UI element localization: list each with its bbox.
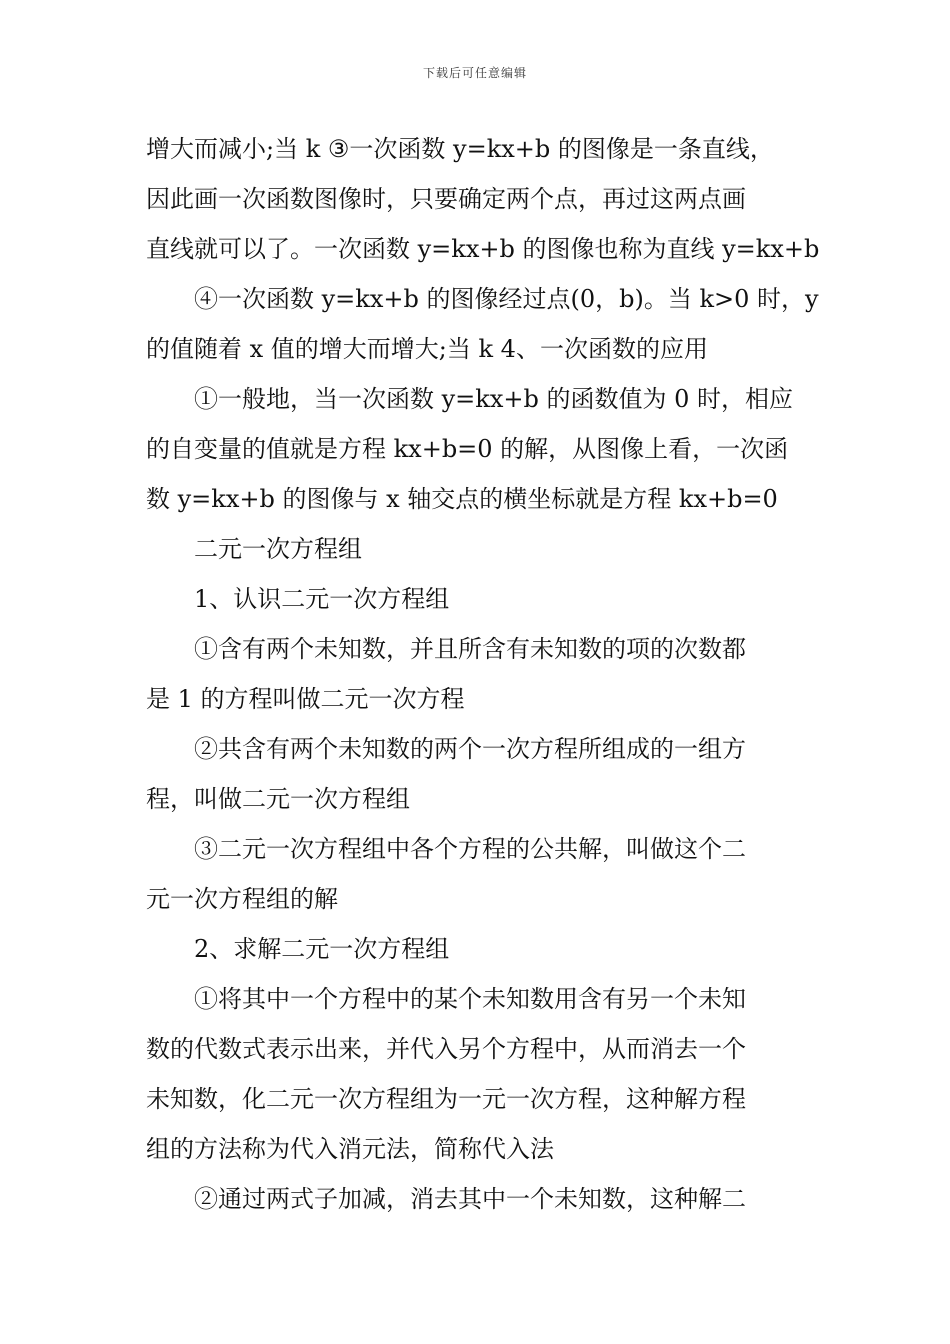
text-line: 2、求解二元一次方程组 (194, 935, 450, 963)
document-body (146, 124, 820, 1224)
text-line: 的自变量的值就是方程 kx+b=0 的解，从图像上看，一次函 (146, 435, 789, 463)
text-line: 直线就可以了。一次函数 y=kx+b 的图像也称为直线 y=kx+b (146, 235, 820, 263)
text-line: 因此画一次函数图像时，只要确定两个点，再过这两点画 (146, 185, 746, 213)
text-line: 数的代数式表示出来，并代入另个方程中，从而消去一个 (146, 1035, 746, 1063)
text-line: 二元一次方程组 (194, 535, 362, 563)
text-line: ①将其中一个方程中的某个未知数用含有另一个未知 (194, 985, 746, 1013)
text-line: 增大而减小;当 k ③一次函数 y=kx+b 的图像是一条直线， (146, 135, 774, 163)
text-line: ①含有两个未知数，并且所含有未知数的项的次数都 (194, 635, 746, 663)
text-line: 程，叫做二元一次方程组 (146, 785, 410, 813)
text-line: 组的方法称为代入消元法，简称代入法 (146, 1135, 554, 1163)
text-line: ④一次函数 y=kx+b 的图像经过点(0，b)。当 k>0 时，y (194, 285, 819, 313)
text-line: 1、认识二元一次方程组 (194, 585, 450, 613)
text-line: 未知数，化二元一次方程组为一元一次方程，这种解方程 (146, 1085, 746, 1113)
text-line: ②共含有两个未知数的两个一次方程所组成的一组方 (194, 735, 746, 763)
text-line: ①一般地，当一次函数 y=kx+b 的函数值为 0 时，相应 (194, 385, 794, 413)
text-line: ③二元一次方程组中各个方程的公共解，叫做这个二 (194, 835, 746, 863)
page-header-note: 下载后可任意编辑 (422, 66, 527, 80)
text-line: 是 1 的方程叫做二元一次方程 (146, 685, 465, 713)
text-line: 元一次方程组的解 (146, 885, 338, 913)
text-line: 数 y=kx+b 的图像与 x 轴交点的横坐标就是方程 kx+b=0 (146, 485, 778, 513)
text-line: ②通过两式子加减，消去其中一个未知数，这种解二 (194, 1185, 746, 1213)
text-line: 的值随着 x 值的增大而增大;当 k 4、一次函数的应用 (146, 335, 708, 363)
